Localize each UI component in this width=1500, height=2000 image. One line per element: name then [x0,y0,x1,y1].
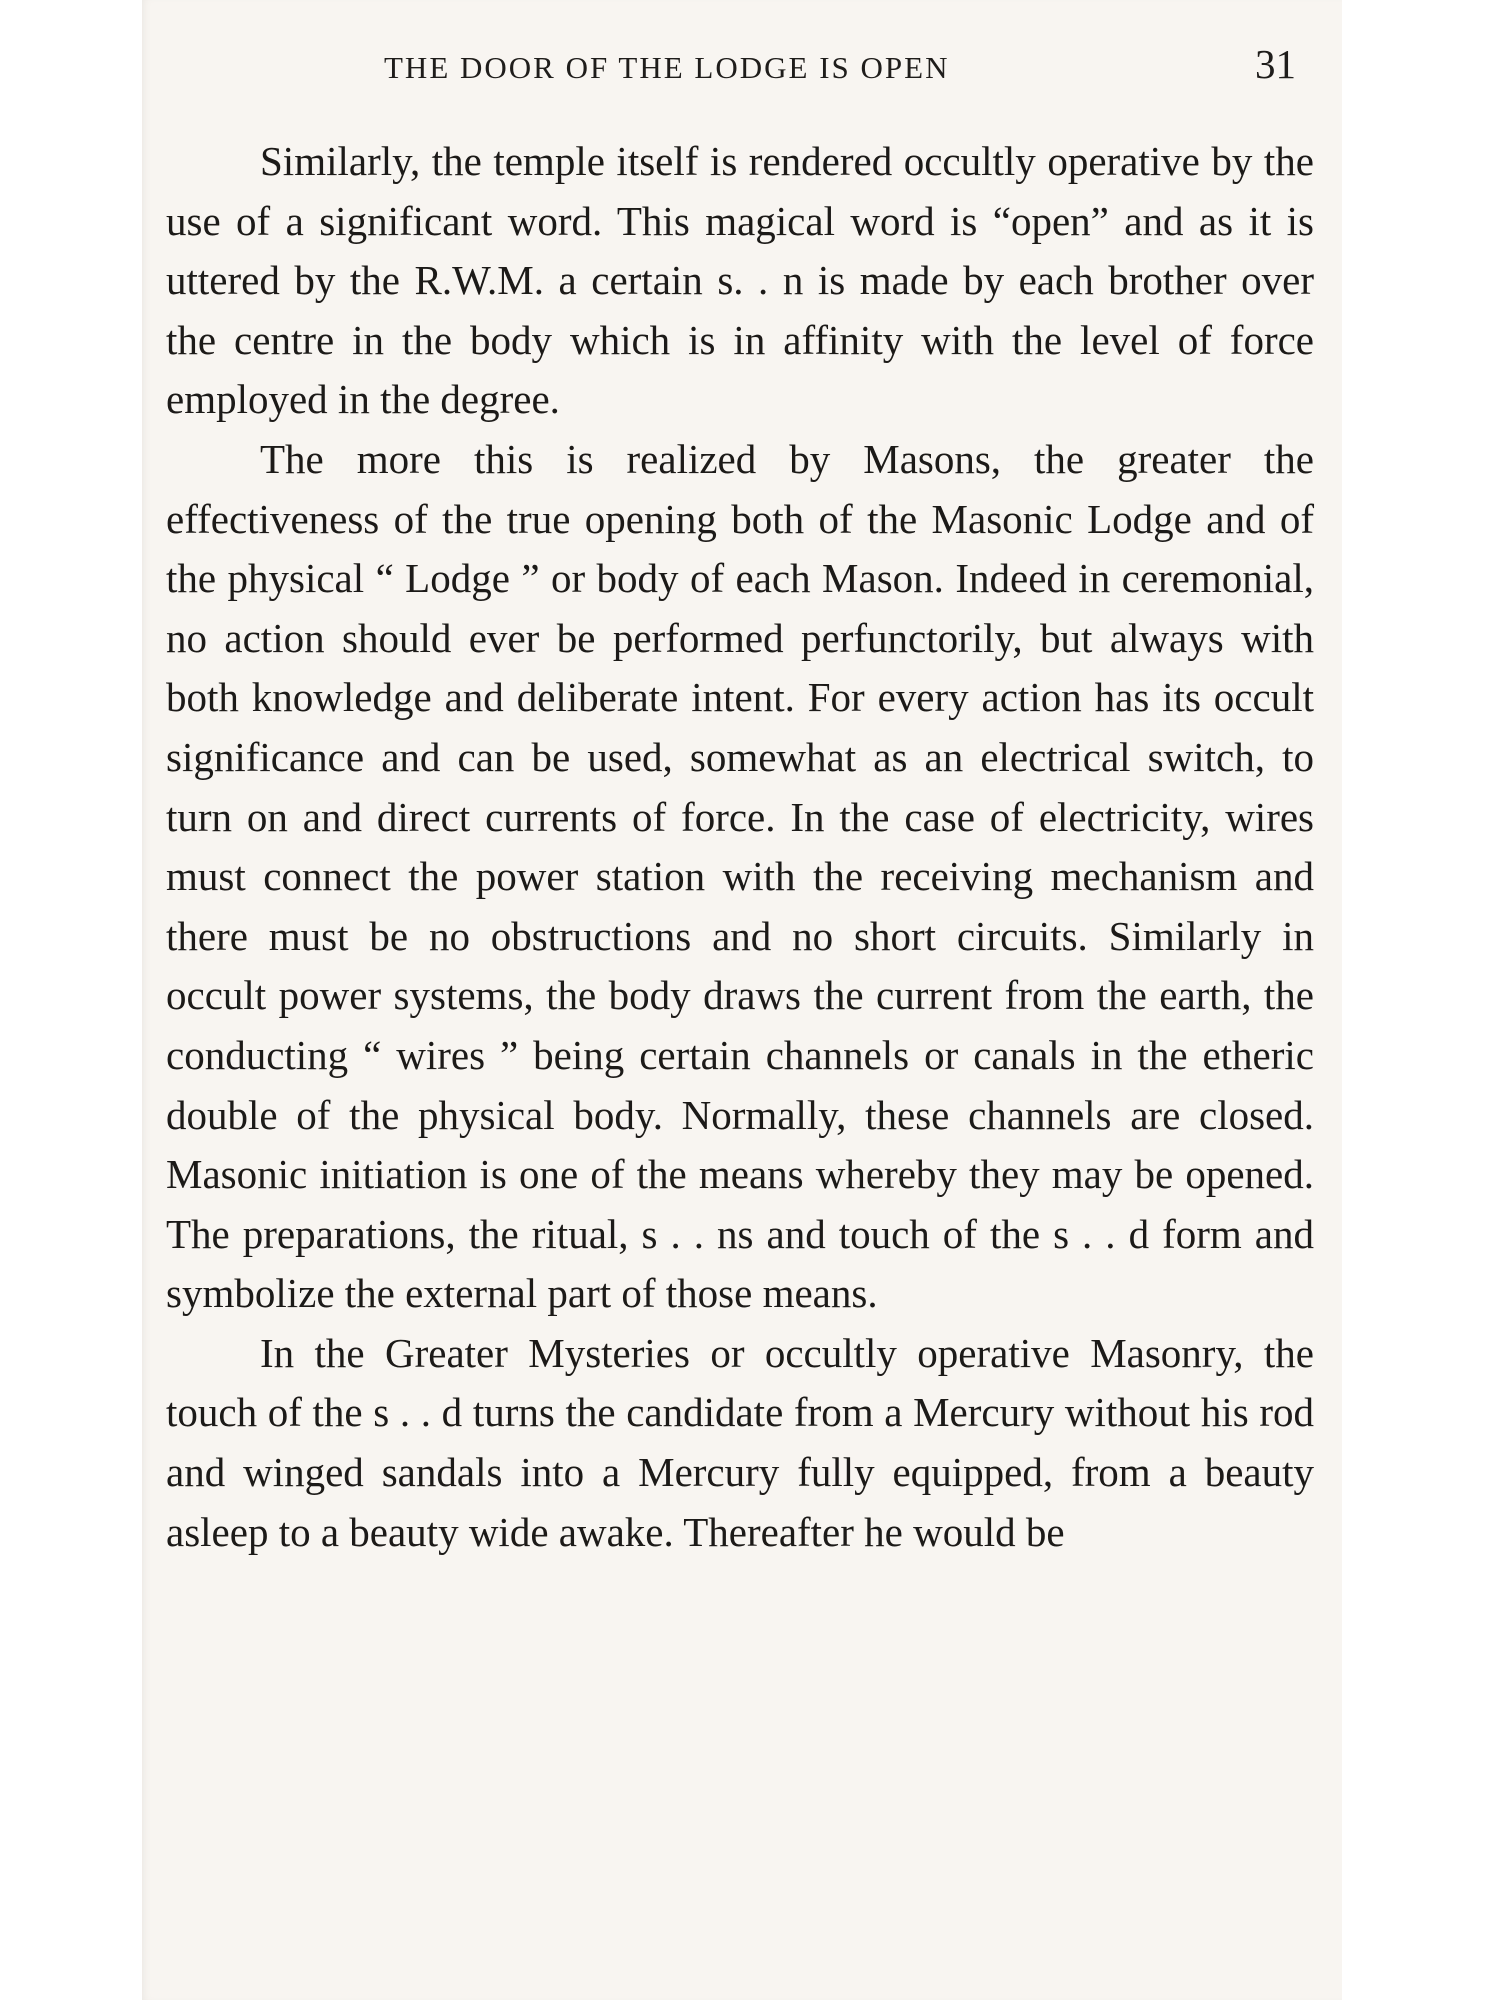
paragraph-3: In the Greater Mysteries or occultly operative Masonry, the touch of the s . . d turns the candidate from a Mercury without his rod and winged sandals into a Mercury fully equipped, from a beauty asleep to a beauty wide awake. Thereafter he would be [166,1329,1314,1555]
paragraph-1: Similarly, the temple itself is rendered occultly operative by the use of a significant word. This magical word is “open” and as it is uttered by the R.W.M. a certain s. . n is made by each brother over the centre in the body which is in affinity with the level of force employed in the degree. [166,138,1314,423]
body-text [166,132,1314,1562]
running-head [236,36,1296,96]
page-number: 31 [1255,41,1296,87]
running-title: THE DOOR OF THE LODGE IS OPEN [384,50,950,85]
paragraph-2: The more this is realized by Masons, the greater the effectiveness of the true opening both of the Masonic Lodge and of the physical “ Lodge ” or body of each Mason. Indeed in ceremonial, no action should ever be performed perfunctorily, but always with both knowledge and deliberate intent. For every action has its occult significance and can be used, somewhat as an electrical switch, to turn on and direct currents of force. In the case of electricity, wires must connect the power station with the receiving mechanism and there must be no obstructions and no short circuits. Similarly in occult power systems, the body draws the current from the earth, the conducting “ wires ” being certain channels or canals in the etheric double of the physical body. Normally, these channels are closed. Masonic initiation is one of the means whereby they may be opened. The preparations, the ritual, s . . ns and touch of the s . . d form and symbolize the external part of those means. [166,435,1314,1317]
